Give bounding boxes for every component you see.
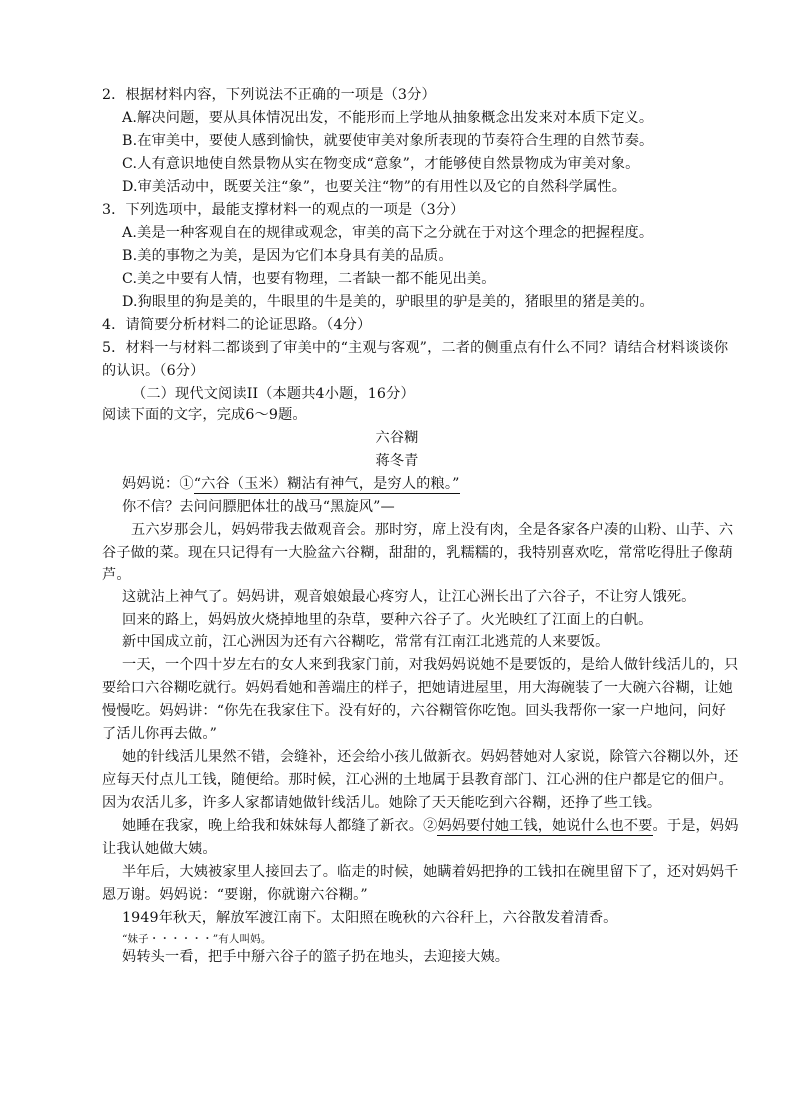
question-4: 4．请简要分析材料二的论证思路。（4分） [102, 317, 372, 333]
question-2-option-b: B.在审美中，要使人感到愉快，就要使审美对象所表现的节奏符合生理的自然节奏。 [122, 133, 654, 149]
paragraph-11: 1949年秋天，解放军渡江南下。太阳照在晚秋的六谷秆上，六谷散发着清香。 [122, 910, 618, 926]
paragraph-8-line-3: 因为农活儿多，许多人家都请她做针线活儿。她除了天天能吃到六谷糊，还挣了些工钱。 [102, 795, 662, 811]
paragraph-3-line-1: 五六岁那会儿，妈妈带我去做观音会。那时穷，席上没有肉，全是各家各户凑的山粉、山芋、六 [131, 522, 734, 538]
question-3-option-b: B.美的事物之为美，是因为它们本身具有美的品质。 [122, 248, 453, 264]
section-heading: （二）现代文阅读II（本题共4小题，16分） [132, 386, 415, 402]
reading-instruction: 阅读下面的文字，完成6～9题。 [102, 407, 307, 423]
paragraph-10-line-1: 半年后，大姨被家里人接回去了。临走的时候，她瞒着妈把挣的工钱扣在碗里留下了，还对妈妈千 [122, 864, 739, 880]
question-2-option-d: D.审美活动中，既要关注“象”，也要关注“物”的有用性以及它的自然科学属性。 [122, 179, 627, 195]
paragraph-12: “妹子・・・・・・”有人叫妈。 [122, 933, 272, 945]
question-5-line-2: 的认识。（6分） [102, 363, 205, 379]
underlined-sentence-2: 妈妈要付她工钱，她说什么也不要 [437, 818, 653, 834]
paragraph-2: 你不信？去问问膘肥体壮的战马“黑旋风”— [122, 499, 395, 515]
paragraph-8-line-2: 应每天付点儿工钱，随便给。那时候，江心洲的土地属于县教育部门、江心洲的住户都是它的佃户。 [102, 772, 733, 788]
question-3-option-d: D.狗眼里的狗是美的，牛眼里的牛是美的，驴眼里的驴是美的，猪眼里的猪是美的。 [122, 294, 654, 310]
question-2-option-a: A.解决问题，要从具体情况出发，不能形而上学地从抽象概念出发来对本质下定义。 [122, 110, 654, 126]
paragraph-10-line-2: 恩万谢。妈妈说：“要谢，你就谢六谷糊。” [102, 887, 368, 903]
paragraph-1 [122, 474, 460, 495]
paragraph-7-line-1: 一天，一个四十岁左右的女人来到我家门前，对我妈妈说她不是要饭的，是给人做针线活儿的，只 [122, 657, 739, 673]
paragraph-5: 回来的路上，妈妈放火烧掉地里的杂草，要种六谷子了。火光映红了江面上的白帆。 [122, 612, 653, 628]
paragraph-13: 妈转头一看，把手中掰六谷子的篮子扔在地头，去迎接大姨。 [122, 949, 510, 965]
article-author: 蒋冬青 [375, 453, 419, 469]
paragraph-6: 新中国成立前，江心洲因为还有六谷糊吃，常常有江南江北逃荒的人来要饭。 [122, 634, 610, 650]
question-5-line-1: 5．材料一与材料二都谈到了审美中的“主观与客观”，二者的侧重点有什么不同？请结合材料谈谈你 [102, 340, 729, 356]
question-3-option-a: A.美是一种客观自在的规律或观念，审美的高下之分就在于对这个理念的把握程度。 [122, 225, 654, 241]
article-title: 六谷糊 [375, 430, 419, 446]
paragraph-9-line-1 [122, 816, 739, 837]
paragraph-9-prefix: 她睡在我家，晚上给我和妹妹每人都缝了新衣。② [122, 818, 438, 834]
paragraph-9-suffix: 。于是，妈妈 [652, 818, 739, 834]
paragraph-7-line-3: 慢慢吃。妈妈讲：“你先在我家住下。没有好的，六谷糊管你吃饱。回头我帮你一家一户地问，问好 [102, 703, 726, 719]
question-3-stem: 3．下列选项中，最能支撑材料一的观点的一项是（3分） [102, 202, 465, 218]
question-2-stem: 2．根据材料内容，下列说法不正确的一项是（3分） [102, 87, 436, 103]
paragraph-3-line-3: 芦。 [102, 567, 131, 583]
paragraph-7-line-2: 要给口六谷糊吃就行。妈妈看她和善端庄的样子，把她请进屋里，用大海碗装了一大碗六谷糊，让她 [102, 680, 733, 696]
paragraph-7-line-4: 了活儿你再去做。” [102, 726, 218, 742]
question-2-option-c: C.人有意识地使自然景物从实在物变成“意象”，才能够使自然景物成为审美对象。 [122, 156, 640, 172]
paragraph-8-line-1: 她的针线活儿果然不错，会缝补，还会给小孩儿做新衣。妈妈替她对人家说，除管六谷糊以外，还 [122, 749, 739, 765]
paragraph-3-line-2: 谷子做的菜。现在只记得有一大脸盆六谷糊，甜甜的，乳糯糯的，我特别喜欢吃，常常吃得肚子像葫 [102, 545, 733, 561]
paragraph-1-prefix: 妈妈说：① [122, 476, 194, 492]
question-3-option-c: C.美之中要有人情，也要有物理，二者缺一都不能见出美。 [122, 271, 496, 287]
paragraph-9-line-2: 让我认她做大姨。 [102, 841, 217, 857]
paragraph-4: 这就沾上神气了。妈妈讲，观音娘娘最心疼穷人，让江心洲长出了六谷子，不让穷人饿死。 [122, 589, 696, 605]
underlined-quote-1: “六谷（玉米）糊沾有神气，是穷人的粮。” [193, 476, 460, 492]
